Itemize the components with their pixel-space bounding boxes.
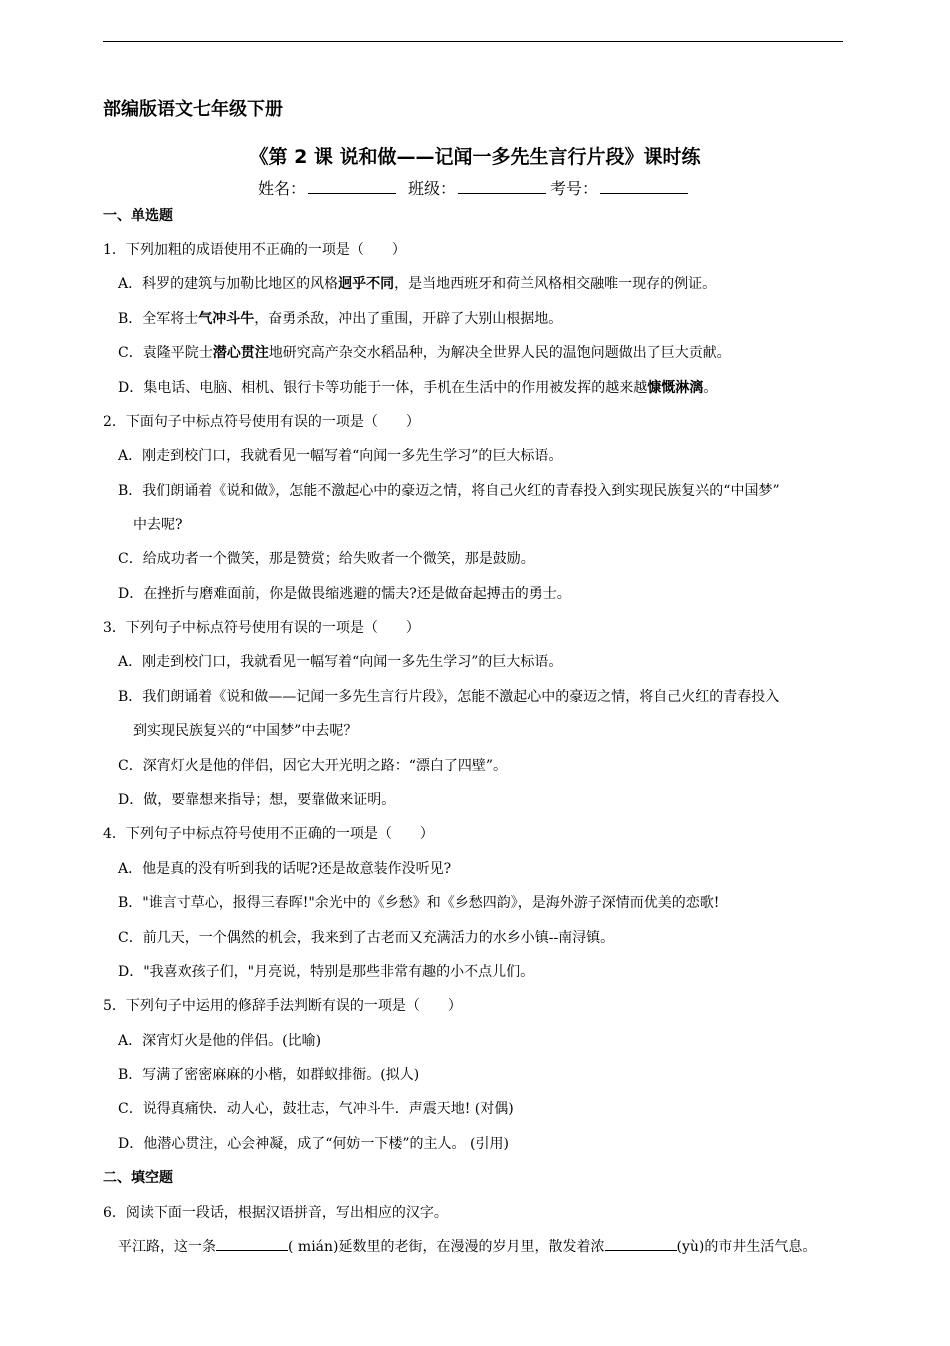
- name-field[interactable]: [308, 179, 396, 194]
- q3-option-b: B．我们朗诵着《说和做——记闻一多先生言行片段》，怎能不激起心中的豪迈之情，将自己火红的青春投入: [118, 689, 780, 705]
- exam-no-field[interactable]: [600, 179, 688, 194]
- q1-option-d-idiom: 慷慨淋漓: [647, 380, 704, 396]
- student-info: [0, 176, 950, 199]
- q3-option-a: A．刚走到校门口，我就看见一幅写着“向闻一多先生学习”的巨大标语。: [118, 654, 563, 670]
- q4-option-a: A．他是真的没有听到我的话呢?还是故意装作没听见?: [118, 861, 452, 877]
- question-1-stem: 1．下列加粗的成语使用不正确的一项是（ ）: [103, 242, 406, 258]
- class-label: 班级：: [407, 179, 456, 198]
- q4-option-b: B．"谁言寸草心，报得三春晖!"余光中的《乡愁》和《乡愁四韵》，是海外游子深情而优美的恋歌!: [118, 895, 720, 911]
- question-6-stem: 6．阅读下面一段话，根据汉语拼音，写出相应的汉字。: [103, 1205, 448, 1221]
- question-5-stem: 5．下列句子中运用的修辞手法判断有误的一项是（ ）: [103, 998, 462, 1014]
- q1-option-b: B．全军将士气冲斗牛，奋勇杀敌，冲出了重围，开辟了大别山根据地。: [118, 311, 563, 327]
- q2-option-a: A．刚走到校门口，我就看见一幅写着“向闻一多先生学习”的巨大标语。: [118, 448, 563, 464]
- exam-no-label: 考号：: [550, 179, 599, 198]
- top-rule: [103, 41, 843, 42]
- q5-option-d: D．他潜心贯注，心会神凝，成了“何妨一下楼”的主人。 (引用): [118, 1136, 509, 1152]
- q5-option-c: C．说得真痛快．动人心，鼓壮志，气冲斗牛．声震天地! (对偶): [118, 1101, 514, 1117]
- q1-option-c-idiom: 潜心贯注: [212, 345, 269, 361]
- page-title: 《第 2 课 说和做——记闻一多先生言行片段》课时练: [249, 146, 701, 168]
- q1-option-d: D．集电话、电脑、相机、银行卡等功能于一体，手机在生活中的作用被发挥的越来越慷慨淋漓。: [118, 380, 718, 396]
- q3-option-c: C．深宵灯火是他的伴侣，因它大开光明之路：“漂白了四壁”。: [118, 758, 508, 774]
- q6-blank-mian[interactable]: [216, 1237, 288, 1251]
- class-field[interactable]: [458, 179, 546, 194]
- q2-option-b-continued: 中去呢?: [133, 517, 183, 533]
- q6-passage: 平江路，这一条 ( mián)延数里的老街，在漫漫的岁月里，散发着浓 (yù)的市井生活气息。: [118, 1239, 817, 1255]
- section-title-single-choice: 一、单选题: [103, 208, 173, 224]
- q1-option-b-idiom: 气冲斗牛: [198, 311, 255, 327]
- question-3-stem: 3．下列句子中标点符号使用有误的一项是（ ）: [103, 620, 420, 636]
- q1-option-c: C．袁隆平院士潜心贯注地研究高产杂交水稻品种，为解决全世界人民的温饱问题做出了巨大贡献。: [118, 345, 731, 361]
- q6-blank-yu[interactable]: [605, 1237, 677, 1251]
- grade-label: 部编版语文七年级下册: [103, 99, 283, 120]
- q2-option-d: D．在挫折与磨难面前，你是做畏缩逃避的懦夫?还是做奋起搏击的勇士。: [118, 586, 571, 602]
- question-4-stem: 4．下列句子中标点符号使用不正确的一项是（ ）: [103, 826, 434, 842]
- question-2-stem: 2．下面句子中标点符号使用有误的一项是（ ）: [103, 414, 420, 430]
- q4-option-d: D．"我喜欢孩子们，"月亮说，特别是那些非常有趣的小不点儿们。: [118, 964, 535, 980]
- name-label: 姓名：: [257, 179, 306, 198]
- q3-option-d: D．做，要靠想来指导；想，要靠做来证明。: [118, 792, 396, 808]
- q2-option-b: B．我们朗诵着《说和做》，怎能不激起心中的豪迈之情，将自己火红的青春投入到实现民族复兴的“中国梦”: [118, 483, 780, 499]
- q1-option-a-idiom: 迥乎不同: [338, 276, 395, 292]
- q3-option-b-continued: 到实现民族复兴的“中国梦”中去呢？: [133, 723, 358, 739]
- q2-option-c: C．给成功者一个微笑，那是赞赏；给失败者一个微笑，那是鼓励。: [118, 551, 535, 567]
- section-title-fill-blank: 二、填空题: [103, 1170, 173, 1186]
- q4-option-c: C．前几天，一个偶然的机会，我来到了古老而又充满活力的水乡小镇--南浔镇。: [118, 930, 615, 946]
- q5-option-b: B．写满了密密麻麻的小楷，如群蚁排衙。(拟人): [118, 1067, 420, 1083]
- q5-option-a: A．深宵灯火是他的伴侣。(比喻): [118, 1033, 322, 1049]
- q1-option-a: A．科罗的建筑与加勒比地区的风格迥乎不同，是当地西班牙和荷兰风格相交融唯一现存的例证。: [118, 276, 717, 292]
